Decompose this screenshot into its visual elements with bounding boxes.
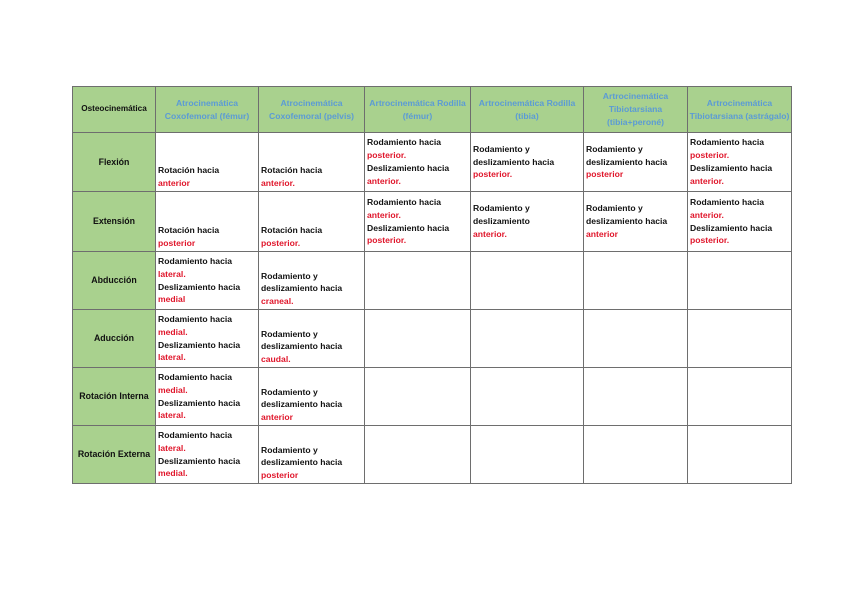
cell-coxo-pelvis — [259, 368, 365, 426]
cell-direction: anterior. — [473, 228, 507, 239]
cell-direction: posterior. — [690, 150, 730, 161]
cell-empty — [365, 368, 471, 426]
cell-empty — [688, 310, 792, 368]
cell-direction: medial — [158, 294, 186, 305]
cell-text: Rodamiento hacia — [158, 313, 233, 324]
header-rodilla-femur: Artrocinemática Rodilla (fémur) — [365, 87, 471, 133]
cell-text: Rodamiento y deslizamiento hacia — [473, 143, 555, 167]
cell-direction: anterior. — [690, 175, 724, 186]
row-label: Abducción — [73, 252, 156, 310]
cell-direction: medial. — [158, 326, 188, 337]
cell-direction: anterior. — [261, 178, 295, 189]
cell-text: Rodamiento hacia — [158, 255, 233, 266]
cell-text: Rodamiento hacia — [690, 196, 765, 207]
cell-text: Deslizamiento hacia — [690, 222, 773, 233]
cell-direction: lateral. — [158, 352, 186, 363]
cell-text: Deslizamiento hacia — [158, 281, 241, 292]
row-abduccion — [73, 252, 792, 310]
cell-direction: anterior — [586, 228, 618, 239]
cell-text: Deslizamiento hacia — [158, 339, 241, 350]
cell-direction: anterior. — [690, 209, 724, 220]
cell-empty — [471, 252, 584, 310]
cell-coxo-femur — [156, 310, 259, 368]
cell-direction: posterior. — [367, 150, 407, 161]
cell-tibiotarsiana-astragalo — [688, 192, 792, 252]
cell-coxo-femur — [156, 133, 259, 192]
cell-coxo-pelvis — [259, 252, 365, 310]
cell-empty — [365, 252, 471, 310]
cell-direction: lateral. — [158, 410, 186, 421]
cell-direction: posterior — [158, 238, 196, 249]
row-label: Rotación Interna — [73, 368, 156, 426]
cell-coxo-pelvis — [259, 192, 365, 252]
cell-tibiotarsiana-tibia — [584, 133, 688, 192]
header-coxofemoral-femur: Atrocinemática Coxofemoral (fémur) — [156, 87, 259, 133]
row-label: Rotación Externa — [73, 426, 156, 484]
cell-direction: medial. — [158, 468, 188, 479]
osteokinematics-table — [72, 86, 792, 484]
cell-direction: lateral. — [158, 268, 186, 279]
cell-direction: posterior. — [367, 235, 407, 246]
cell-text: Rodamiento y deslizamiento hacia — [261, 270, 343, 294]
cell-rodilla-tibia — [471, 192, 584, 252]
cell-empty — [471, 426, 584, 484]
row-aduccion — [73, 310, 792, 368]
cell-empty — [365, 426, 471, 484]
row-label: Flexión — [73, 133, 156, 192]
cell-empty — [365, 310, 471, 368]
cell-direction: anterior. — [367, 209, 401, 220]
cell-direction: posterior — [261, 470, 299, 481]
cell-text: Rodamiento y deslizamiento — [473, 203, 530, 227]
cell-text: Rotación hacia — [261, 165, 323, 176]
cell-text: Deslizamiento hacia — [158, 397, 241, 408]
row-flexion — [73, 133, 792, 192]
cell-direction: anterior — [261, 412, 293, 423]
cell-empty — [584, 252, 688, 310]
cell-direction: posterior — [586, 169, 624, 180]
cell-direction: caudal. — [261, 354, 291, 365]
cell-coxo-pelvis — [259, 426, 365, 484]
cell-empty — [584, 426, 688, 484]
row-label: Extensión — [73, 192, 156, 252]
cell-text: Rodamiento y deslizamiento hacia — [261, 444, 343, 468]
cell-direction: anterior. — [367, 175, 401, 186]
cell-text: Rodamiento hacia — [158, 371, 233, 382]
header-coxofemoral-pelvis: Atrocinemática Coxofemoral (pelvis) — [259, 87, 365, 133]
cell-direction: craneal. — [261, 296, 294, 307]
cell-rodilla-femur — [365, 192, 471, 252]
cell-text: Rodamiento hacia — [158, 429, 233, 440]
cell-empty — [688, 252, 792, 310]
cell-coxo-femur — [156, 426, 259, 484]
cell-coxo-femur — [156, 192, 259, 252]
cell-text: Rotación hacia — [261, 225, 323, 236]
cell-text: Deslizamiento hacia — [367, 163, 450, 173]
cell-text: Rotación hacia — [158, 225, 220, 236]
cell-text: Deslizamiento hacia — [158, 455, 241, 466]
cell-empty — [471, 368, 584, 426]
cell-text: Rodamiento hacia — [367, 137, 442, 148]
cell-text: Rodamiento y deslizamiento hacia — [586, 203, 668, 227]
header-tibiotarsiana-tibia-perone: Artrocinemática Tibiotarsiana (tibia+peroné) — [584, 87, 688, 133]
cell-text: Deslizamiento hacia — [367, 222, 450, 233]
cell-empty — [688, 426, 792, 484]
row-rotacion-interna — [73, 368, 792, 426]
header-tibiotarsiana-astragalo: Artrocinemática Tibiotarsiana (astrágalo) — [688, 87, 792, 133]
header-rodilla-tibia: Artrocinemática Rodilla (tibia) — [471, 87, 584, 133]
cell-direction: posterior. — [690, 235, 730, 246]
cell-text: Deslizamiento hacia — [690, 163, 773, 173]
header-row — [73, 87, 792, 133]
cell-text: Rodamiento y deslizamiento hacia — [261, 328, 343, 352]
cell-direction: lateral. — [158, 442, 186, 453]
cell-direction: medial. — [158, 384, 188, 395]
cell-coxo-femur — [156, 368, 259, 426]
row-label: Aducción — [73, 310, 156, 368]
cell-empty — [584, 368, 688, 426]
cell-empty — [471, 310, 584, 368]
cell-direction: anterior — [158, 178, 190, 189]
row-rotacion-externa — [73, 426, 792, 484]
cell-rodilla-tibia — [471, 133, 584, 192]
cell-text: Rotación hacia — [158, 165, 220, 176]
cell-rodilla-femur — [365, 133, 471, 192]
cell-text: Rodamiento y deslizamiento hacia — [261, 386, 343, 410]
cell-empty — [688, 368, 792, 426]
header-osteocinematica: Osteocinemática — [73, 87, 156, 133]
cell-coxo-pelvis — [259, 133, 365, 192]
row-extension — [73, 192, 792, 252]
cell-direction: posterior. — [261, 238, 301, 249]
cell-empty — [584, 310, 688, 368]
cell-text: Rodamiento hacia — [690, 137, 765, 148]
cell-tibiotarsiana-tibia — [584, 192, 688, 252]
cell-tibiotarsiana-astragalo — [688, 133, 792, 192]
cell-coxo-femur — [156, 252, 259, 310]
cell-text: Rodamiento y deslizamiento hacia — [586, 143, 668, 167]
cell-coxo-pelvis — [259, 310, 365, 368]
cell-direction: posterior. — [473, 169, 513, 180]
cell-text: Rodamiento hacia — [367, 196, 442, 207]
